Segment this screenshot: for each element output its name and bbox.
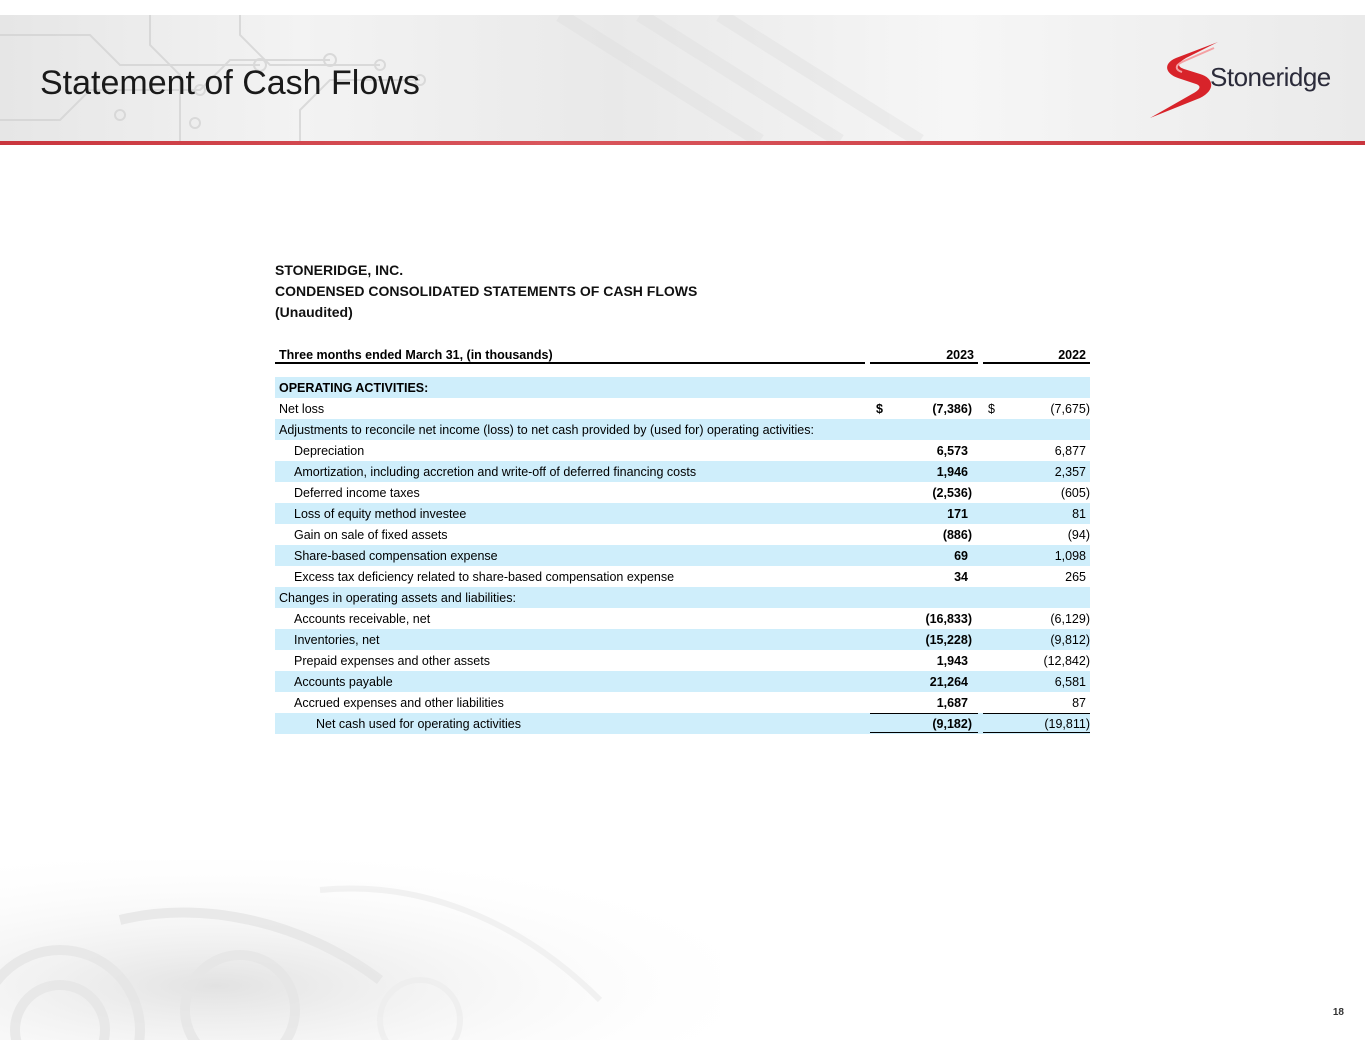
- row-label: Net cash used for operating activities: [316, 717, 521, 731]
- total-overline: [983, 713, 1090, 714]
- value-2022: (6,129): [1050, 612, 1090, 626]
- value-2023: 21,264: [929, 675, 968, 689]
- value-2023: (886): [942, 528, 972, 542]
- value-2022: 1,098: [1054, 549, 1086, 563]
- value-2022: (12,842): [1043, 654, 1090, 668]
- header-underline: [983, 362, 1090, 364]
- value-2023: 34: [954, 570, 968, 584]
- header-divider: [0, 141, 1365, 145]
- engine-parts-art: [0, 860, 720, 1040]
- table-row: [275, 566, 1090, 587]
- value-2022: 81: [1072, 507, 1086, 521]
- table-row: [275, 398, 1090, 419]
- year-2022-header: 2022: [1058, 348, 1086, 362]
- row-label: Deferred income taxes: [294, 486, 420, 500]
- total-row: [275, 713, 1090, 734]
- value-2023: 69: [954, 549, 968, 563]
- value-2023: 6,573: [936, 444, 968, 458]
- table-row: [275, 587, 1090, 608]
- currency-symbol: $: [988, 402, 995, 416]
- footer-decoration: [0, 860, 720, 1040]
- value-2023: (15,228): [925, 633, 972, 647]
- header-underline: [275, 362, 865, 364]
- total-underline: [983, 732, 1090, 733]
- column-header-label: Three months ended March 31, (in thousands): [279, 348, 553, 362]
- logo-wordmark: Stoneridge: [1210, 62, 1331, 92]
- row-label: Accounts payable: [294, 675, 393, 689]
- statement-name: CONDENSED CONSOLIDATED STATEMENTS OF CASH FLOWS: [275, 283, 698, 299]
- table-header: [275, 344, 1090, 364]
- value-2023: 1,946: [936, 465, 968, 479]
- row-label: Changes in operating assets and liabilities:: [279, 591, 516, 605]
- value-2022: 6,581: [1054, 675, 1086, 689]
- page-number: 18: [1332, 1007, 1344, 1018]
- company-name: STONERIDGE, INC.: [275, 262, 404, 278]
- statement-note: (Unaudited): [275, 304, 353, 320]
- value-2022: (7,675): [1050, 402, 1090, 416]
- value-2023: (2,536): [932, 486, 972, 500]
- value-2022: (605): [1060, 486, 1090, 500]
- table-body: [275, 377, 1090, 734]
- table-row: [275, 608, 1090, 629]
- value-2023: (16,833): [925, 612, 972, 626]
- row-label: Share-based compensation expense: [294, 549, 498, 563]
- row-label: Accounts receivable, net: [294, 612, 431, 626]
- cash-flow-table: [275, 344, 1090, 731]
- table-row: [275, 650, 1090, 671]
- total-underline: [870, 732, 978, 733]
- row-label: Amortization, including accretion and write-off of deferred financing costs: [294, 465, 697, 479]
- header-underline: [870, 362, 978, 364]
- row-label: Gain on sale of fixed assets: [294, 528, 448, 542]
- table-row: [275, 629, 1090, 650]
- table-row: [275, 461, 1090, 482]
- table-row: [275, 503, 1090, 524]
- value-2022: 6,877: [1054, 444, 1086, 458]
- row-label: Inventories, net: [294, 633, 380, 647]
- row-label: Adjustments to reconcile net income (loss) to net cash provided by (used for) operating activities:: [279, 423, 814, 437]
- row-label: Excess tax deficiency related to share-based compensation expense: [294, 570, 675, 584]
- value-2022: (94): [1067, 528, 1090, 542]
- value-2022: 265: [1065, 570, 1086, 584]
- table-row: [275, 440, 1090, 461]
- value-2022: (19,811): [1044, 717, 1090, 731]
- page-title: Statement of Cash Flows: [40, 64, 420, 102]
- currency-symbol: $: [876, 402, 883, 416]
- table-row: [275, 482, 1090, 503]
- table-row: [275, 524, 1090, 545]
- value-2022: 87: [1072, 696, 1086, 710]
- row-label: Accrued expenses and other liabilities: [294, 696, 504, 710]
- row-label: OPERATING ACTIVITIES:: [279, 381, 429, 395]
- value-2023: 1,687: [936, 696, 968, 710]
- table-row: [275, 545, 1090, 566]
- total-overline: [870, 713, 978, 714]
- value-2023: 1,943: [936, 654, 968, 668]
- year-2023-header: 2023: [946, 348, 974, 362]
- table-row: [275, 377, 1090, 398]
- value-2022: (9,812): [1050, 633, 1090, 647]
- table-row: [275, 692, 1090, 713]
- table-row: [275, 671, 1090, 692]
- table-row: [275, 419, 1090, 440]
- value-2023: 171: [947, 507, 968, 521]
- row-label: Loss of equity method investee: [294, 507, 467, 521]
- row-label: Depreciation: [294, 444, 365, 458]
- value-2023: (9,182): [932, 717, 972, 731]
- row-label: Net loss: [279, 402, 325, 416]
- stoneridge-logo: [1148, 38, 1338, 122]
- value-2022: 2,357: [1054, 465, 1086, 479]
- row-label: Prepaid expenses and other assets: [294, 654, 490, 668]
- value-2023: (7,386): [932, 402, 972, 416]
